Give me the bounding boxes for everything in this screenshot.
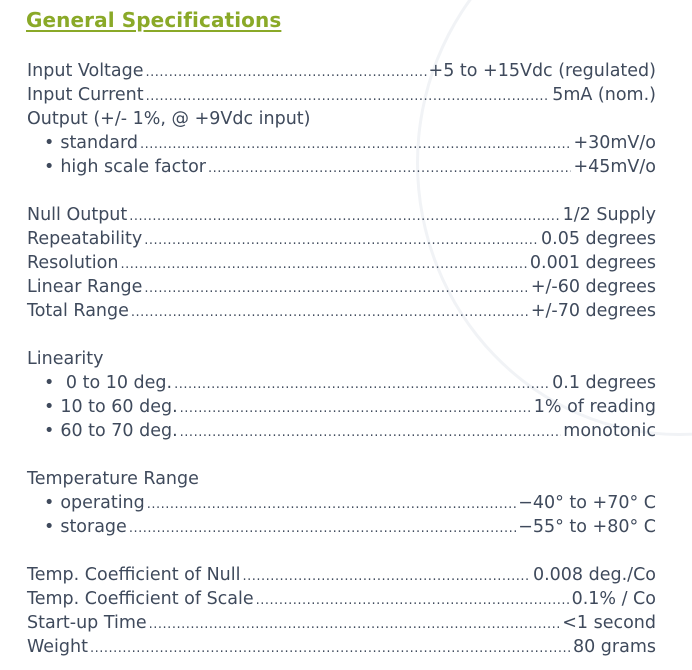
leader-dots: [129, 205, 560, 229]
spec-subrow-10-to-60: [27, 395, 656, 419]
spec-label: Resolution: [27, 253, 119, 273]
spec-label: Weight: [27, 637, 88, 657]
spec-row-temp-coeff-null: [27, 563, 656, 587]
spec-row-total-range: [27, 299, 656, 323]
spec-label: • storage: [27, 515, 127, 539]
spec-label: • 0 to 10 deg.: [27, 371, 172, 395]
section-gap: [27, 443, 656, 467]
spec-value: 0.001 degrees: [529, 253, 656, 273]
leader-dots: [174, 373, 550, 397]
spec-value: monotonic: [563, 421, 656, 441]
spec-heading-linearity: Linearity: [27, 349, 104, 369]
spec-heading-output: Output (+/- 1%, @ +9Vdc input): [27, 109, 311, 129]
spec-label: Input Voltage: [27, 61, 144, 81]
spec-label: Repeatability: [27, 229, 143, 249]
page-title: General Specifications: [26, 8, 282, 32]
spec-row-temp-coeff-scale: [27, 587, 656, 611]
spec-subrow-standard: [27, 131, 656, 155]
section-gap: [27, 179, 656, 203]
spec-row-null-output: [27, 203, 656, 227]
leader-dots: [120, 253, 527, 277]
leader-dots: [180, 397, 532, 421]
spec-label: • high scale factor: [27, 155, 206, 179]
spec-label: Total Range: [27, 301, 129, 321]
spec-value: <1 second: [562, 613, 656, 633]
spec-label: Start-up Time: [27, 613, 147, 633]
spec-value: 0.1 degrees: [552, 373, 656, 393]
leader-dots: [149, 613, 561, 637]
spec-heading-temperature-range: Temperature Range: [27, 469, 199, 489]
spec-subrow-0-to-10: [27, 371, 656, 395]
spec-label: • 10 to 60 deg.: [27, 395, 178, 419]
spec-row-linear-range: [27, 275, 656, 299]
spec-value: 0.008 deg./Co: [532, 565, 656, 585]
section-gap: [27, 323, 656, 347]
spec-value: 80 grams: [572, 637, 656, 657]
spec-subrow-60-to-70: [27, 419, 656, 443]
spec-label: Temp. Coefficient of Scale: [27, 589, 254, 609]
spec-value: +/-60 degrees: [530, 277, 656, 297]
spec-row-input-current: [27, 83, 656, 107]
spec-value: −55° to +80° C: [518, 517, 656, 537]
spec-label: • standard: [27, 131, 138, 155]
leader-dots: [180, 421, 562, 445]
spec-row-weight: [27, 635, 656, 659]
leader-dots: [256, 589, 570, 613]
leader-dots: [147, 493, 516, 517]
spec-label: Temp. Coefficient of Null: [27, 565, 241, 585]
spec-row-input-voltage: [27, 59, 656, 83]
spec-label: Null Output: [27, 205, 128, 225]
spec-label: Input Current: [27, 85, 144, 105]
spec-value: 0.05 degrees: [541, 229, 656, 249]
spec-label: • 60 to 70 deg.: [27, 419, 178, 443]
leader-dots: [146, 85, 551, 109]
spec-value: +30mV/o: [573, 133, 656, 153]
leader-dots: [131, 301, 529, 325]
spec-value: +5 to +15Vdc (regulated): [428, 61, 656, 81]
spec-value: 1% of reading: [533, 397, 656, 417]
spec-row-resolution: [27, 251, 656, 275]
spec-label: • operating: [27, 491, 145, 515]
spec-value: +45mV/o: [573, 157, 656, 177]
spec-subrow-high-scale-factor: [27, 155, 656, 179]
leader-dots: [144, 277, 528, 301]
spec-value: −40° to +70° C: [518, 493, 656, 513]
spec-value: 5mA (nom.): [552, 85, 656, 105]
spec-label: Linear Range: [27, 277, 143, 297]
leader-dots: [242, 565, 530, 589]
leader-dots: [90, 637, 571, 661]
leader-dots: [144, 229, 539, 253]
spec-value: 1/2 Supply: [562, 205, 656, 225]
spec-list: [27, 59, 656, 659]
spec-subrow-operating: [27, 491, 656, 515]
spec-subrow-storage: [27, 515, 656, 539]
spec-row-repeatability: [27, 227, 656, 251]
spec-value: +/-70 degrees: [530, 301, 656, 321]
leader-dots: [140, 133, 571, 157]
leader-dots: [208, 157, 571, 181]
spec-value: 0.1% / Co: [571, 589, 656, 609]
section-gap: [27, 539, 656, 563]
spec-row-startup-time: [27, 611, 656, 635]
leader-dots: [129, 517, 516, 541]
leader-dots: [146, 61, 427, 85]
